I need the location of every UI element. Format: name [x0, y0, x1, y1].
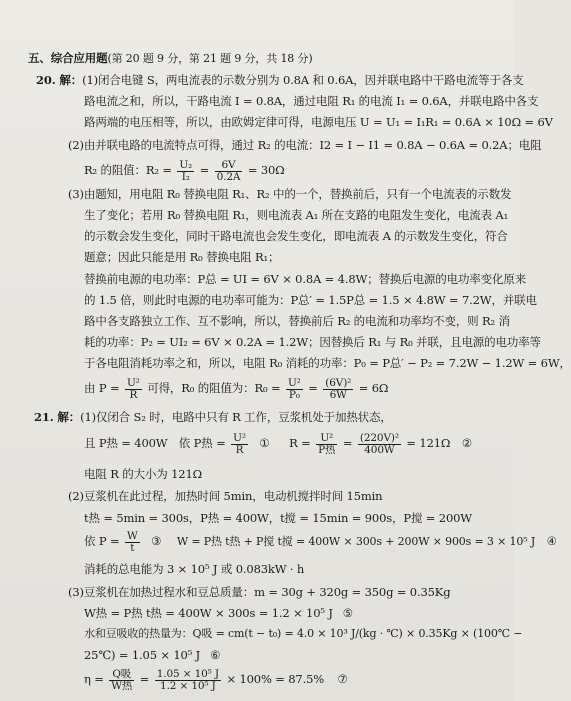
fraction-105-over-12: $\frac{\text{1.05 × 10⁵ J}}{\text{1.2 × 10⁵ J}}$: [156, 667, 219, 692]
q20-part3-line2: 生了变化；若用 R₀ 替换电阻 R₁，则电流表 A₁ 所在支路的电阻发生变化，电流表 A₁: [84, 208, 509, 222]
fraction-u2-over-r: $\frac{\text{U²}}{R}$: [126, 376, 140, 401]
q20-part2-formula: R₂ 的阻值：R₂ = $\frac{\text{U₂}}{\text{I₂}}$ = $\frac{6V}{0.2A}$ = 30Ω: [84, 158, 285, 183]
q20-part3-line6: 的 1.5 倍，则此时电源的电功率可能为：P总′ = 1.5P总 = 1.5 × 4.8W = 7.2W，并联电: [84, 293, 537, 307]
q20-part3-line5: 替换前电源的电功率：P总 = UI = 6V × 0.8A = 4.8W；替换后电源的电功率变化原来: [84, 272, 527, 286]
q20-part3-final-formula: 由 P = $\frac{\text{U²}}{R}$ 可得，R₀ 的阻值为：R₀ = $\frac{\text{U²}}{\text{P₀}}$ = $\frac{\text{(6V)²}}{6W}$ = 6Ω: [84, 376, 389, 401]
q21-part1-intro: 21. 解：(1)仅闭合 S₂ 时，电路中只有 R 工作，豆浆机处于加热状态，: [34, 410, 392, 424]
section-heading: 五、综合应用题: [28, 51, 108, 65]
q21-part2-formula: 依 P = $\frac{W}{t}$ ③ W = P热 t热 + P搅 t搅 = 400W × 300s + 200W × 900s = 3 × 10⁵ J ④: [84, 529, 557, 554]
q20-part3-line8: 耗的功率：P₂ = UI₂ = 6V × 0.2A = 1.2W；因替换后 R₁ 与 R₀ 并联，且电源的电功率等: [84, 335, 541, 349]
fraction-u2-over-i2: $\frac{\text{U₂}}{\text{I₂}}$: [179, 158, 193, 183]
q21-part2-result: 消耗的总电能为 3 × 10⁵ J 或 0.083kW · h: [84, 562, 305, 576]
fraction-w-over-t: $\frac{W}{t}$: [126, 529, 138, 554]
step-mark-1: ①: [259, 436, 270, 450]
q21-part2-line1: (2)豆浆机在此过程，加热时间 5min，电动机搅拌时间 15min: [68, 489, 383, 503]
fraction-6v-squared-over-6w: $\frac{\text{(6V)²}}{6W}$: [325, 376, 352, 401]
fraction-q-over-w: $\frac{\text{Q吸}}{\text{W热}}$: [111, 667, 133, 692]
q21-part3-line2: W热 = P热 t热 = 400W × 300s = 1.2 × 10⁵ J ⑤: [84, 606, 353, 620]
q21-part1-result: 电阻 R 的大小为 121Ω: [84, 467, 203, 481]
step-mark-6: ⑥: [210, 648, 221, 662]
section-heading-row: [28, 51, 313, 66]
q20-part3-line1: (3)由题知，用电阻 R₀ 替换电阻 R₁、R₂ 中的一个，替换前后，只有一个电流表的示数发: [68, 187, 512, 201]
q20-part1-line1: 20. 解：(1)闭合电键 S，两电流表的示数分别为 0.8A 和 0.6A，因并联电路中干路电流等于各支: [36, 73, 524, 87]
q20-part3-line7: 路中各支路独立工作、互不影响，所以，替换前后 R₂ 的电流和功率均不变，则 R₂ 消: [84, 314, 510, 328]
step-mark-3: ③: [151, 534, 162, 548]
q21-part3-line4: 25℃) = 1.05 × 10⁵ J ⑥: [84, 648, 221, 662]
fraction-u2-over-p-heat: $\frac{\text{U²}}{\text{P热}}$: [318, 431, 336, 456]
q21-part2-line2: t热 = 5min = 300s，P热 = 400W，t搅 = 15min = 900s，P搅 = 200W: [84, 511, 472, 525]
q21-label: 21. 解：: [34, 410, 81, 424]
step-mark-2: ②: [461, 436, 472, 450]
q20-part1-line2: 路电流之和，所以，干路电流 I = 0.8A，通过电阻 R₁ 的电流 I₁ = 0.6A，并联电路中各支: [84, 94, 539, 108]
fraction-220v-squared-over-400w: $\frac{\text{(220V)²}}{400W}$: [359, 431, 399, 456]
q21-part3-efficiency: η = $\frac{\text{Q吸}}{\text{W热}}$ = $\frac{\text{1.05 × 10⁵ J}}{\text{1.2 × 10⁵ J}}$ × 100% = 87.5% ⑦: [84, 667, 348, 692]
q20-part1-line3: 路两端的电压相等，所以，由欧姆定律可得，电源电压 U = U₁ = I₁R₁ = 0.6A × 10Ω = 6V: [84, 115, 553, 129]
fraction-u2-over-p0: $\frac{\text{U²}}{\text{P₀}}$: [287, 376, 301, 401]
step-mark-4: ④: [546, 534, 557, 548]
q21-part3-line1: (3)豆浆机在加热过程水和豆总质量：m = 30g + 320g = 350g = 0.35Kg: [68, 585, 451, 599]
q20-label: 20. 解：: [36, 73, 83, 87]
section-score-note: (第 20 题 9 分，第 21 题 9 分，共 18 分): [107, 52, 313, 65]
q20-part2-line1: (2)由并联电路的电流特点可得，通过 R₂ 的电流：I2 = I − I1 = 0.8A − 0.6A = 0.2A；电阻: [68, 138, 542, 152]
step-mark-5: ⑤: [342, 606, 353, 620]
q21-part3-line3: 水和豆吸收的热量为：Q吸 = cm(t − t₀) = 4.0 × 10³ J/(kg · ℃) × 0.35Kg × (100℃ −: [84, 627, 523, 640]
q20-part3-line9: 于各电阻消耗功率之和，所以，电阻 R₀ 消耗的功率：P₀ = P总′ − P₂ = 7.2W − 1.2W = 6W，: [84, 356, 571, 370]
q20-part3-line4: 题意；因此只能是用 R₀ 替换电阻 R₁；: [84, 250, 280, 264]
step-mark-7: ⑦: [337, 672, 348, 686]
q21-part1-formula: 且 P热 = 400W 依 P热 = $\frac{\text{U²}}{R}$ ① R = $\frac{\text{U²}}{\text{P热}}$ = $\frac{\text{(220V)²}}{400W}$ = 121Ω ②: [84, 431, 472, 456]
q20-part3-line3: 的示数会发生变化，同时干路电流也会发生变化，即电流表 A 的示数发生变化，符合: [84, 229, 508, 243]
fraction-6v-over-02a: $\frac{6V}{0.2A}$: [216, 158, 241, 183]
fraction-u2-over-r-2: $\frac{\text{U²}}{R}$: [233, 431, 246, 456]
